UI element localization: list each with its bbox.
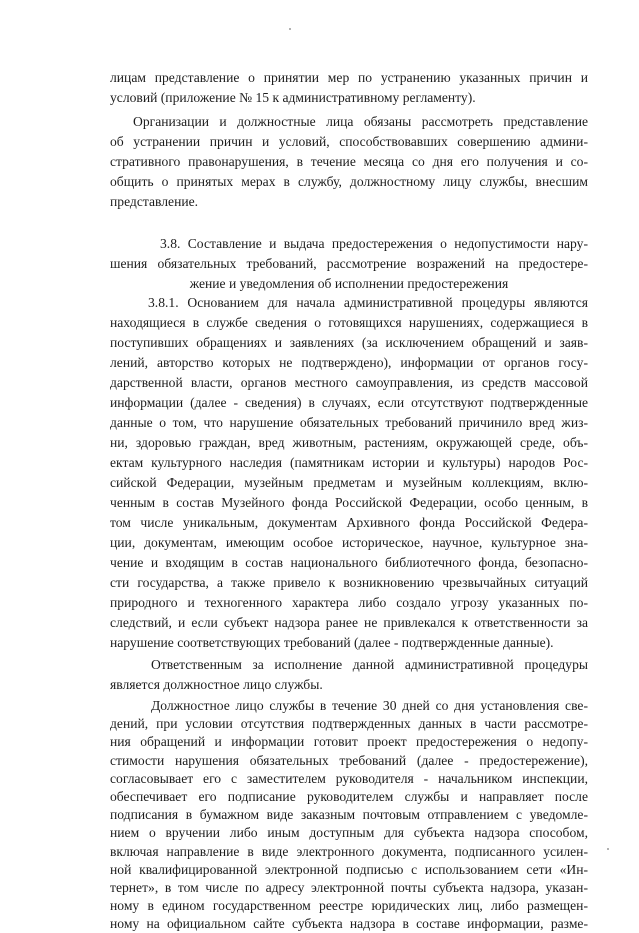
text-line: ния обращений и информации готовит проект предостережения о недопу- (110, 734, 588, 750)
text-line: согласовывает его с заместителем руководителя - начальником инспекции, (110, 770, 588, 786)
text-line: ному на официальном сайте субъекта надзора в составе информации, разме- (110, 916, 588, 932)
text-line: чение и входящим в состав национального библиотечного фонда, безопасно- (110, 555, 588, 570)
text-line: том числе уникальным, документам Архивного фонда Российской Федера- (110, 515, 588, 530)
text-line: Ответственным за исполнение данной административной процедуры (151, 657, 588, 672)
text-line: 3.8.1. Основанием для начала административной процедуры являются (148, 295, 588, 310)
text-line: общить о принятых мерах в службу, должностному лицу службы, внесшим (110, 174, 588, 189)
text-line: стимости нарушения обязательных требований (далее - предостережение), (110, 752, 588, 768)
text-line: Организации и должностные лица обязаны рассмотреть представление (133, 114, 588, 129)
text-line: следствий, и если субъект надзора ранее не привлекался к ответственности за (110, 615, 588, 630)
text-line: является должностное лицо службы. (110, 677, 323, 692)
text-line: подписания в бумажном виде заказным почтовым отправлением с уведомле- (110, 807, 588, 823)
text-line: Должностное лицо службы в течение 30 дней со дня установления све- (151, 698, 588, 713)
text-line: нием о вручении либо иным доступным для субъекта надзора способом, (110, 825, 588, 841)
text-line: ной квалифицированной электронной подписью с использованием сети «Ин- (110, 861, 588, 877)
text-line: ции, документам, имеющим особое историческое, научное, культурное зна- (110, 535, 588, 550)
text-line: стративного правонарушения, в течение месяца со дня его получения и со- (110, 154, 588, 169)
text-line: ектам культурного наследия (памятникам истории и культуры) народов Рос- (110, 455, 588, 470)
text-line: лицам представление о принятии мер по устранению указанных причин и (110, 70, 588, 85)
text-line: нарушение соответствующих требований (далее - подтвержденные данные). (110, 635, 554, 650)
text-line: ному в едином государственном реестре юридических лиц, либо размещен- (110, 898, 588, 914)
text-line: ченным в состав Музейного фонда Российской Федерации, особо ценным, в (110, 495, 588, 510)
text-line: ни, здоровью граждан, вред животным, растениям, окружающей среде, объ- (110, 435, 588, 450)
scan-speck (289, 28, 291, 30)
text-line: об устранении причин и условий, способствовавших совершению админи- (110, 134, 588, 149)
text-line: природного и техногенного характера либо создало угрозу указанных по- (110, 595, 588, 610)
text-line: дений, при условии отсутствия подтвержденных данных в части рассмотре- (110, 716, 588, 732)
text-line: условий (приложение № 15 к административному регламенту). (110, 90, 476, 105)
text-line: поступивших обращениях и заявлениях (за исключением обращений и заяв- (110, 335, 588, 350)
text-line: лений, авторство которых не подтверждено), информации от органов госу- (110, 355, 588, 370)
text-line: сийской Федерации, музейным предметам и музейным коллекциям, вклю- (110, 475, 588, 490)
text-line: дарственной власти, органов местного самоуправления, из средств массовой (110, 375, 588, 390)
text-line: тернет», в том числе по адресу электронной почты субъекта надзора, указан- (110, 880, 588, 895)
section-heading: шения обязательных требований, рассмотрение возражений на предостере- (110, 256, 588, 271)
text-line: сти государства, а также привело к возникновению чрезвычайных ситуаций (110, 575, 588, 590)
section-heading: жение и уведомления об исполнении предостережения (189, 276, 509, 291)
text-line: данные о том, что нарушение обязательных требований причинило вред жиз- (110, 415, 588, 430)
text-line: включая направление в виде электронного документа, подписанного усилен- (110, 843, 588, 859)
text-line: обеспечивает его подписание руководителем службы и направляет после (110, 789, 588, 804)
text-line: информации (далее - сведения) в случаях, если отсутствуют подтвержденные (110, 395, 588, 410)
text-line: находящиеся в службе сведения о готовящихся нарушениях, содержащиеся в (110, 315, 588, 330)
section-heading: 3.8. Составление и выдача предостережения о недопустимости нару- (160, 236, 588, 251)
text-line: представление. (110, 194, 199, 209)
scan-speck (607, 848, 609, 850)
